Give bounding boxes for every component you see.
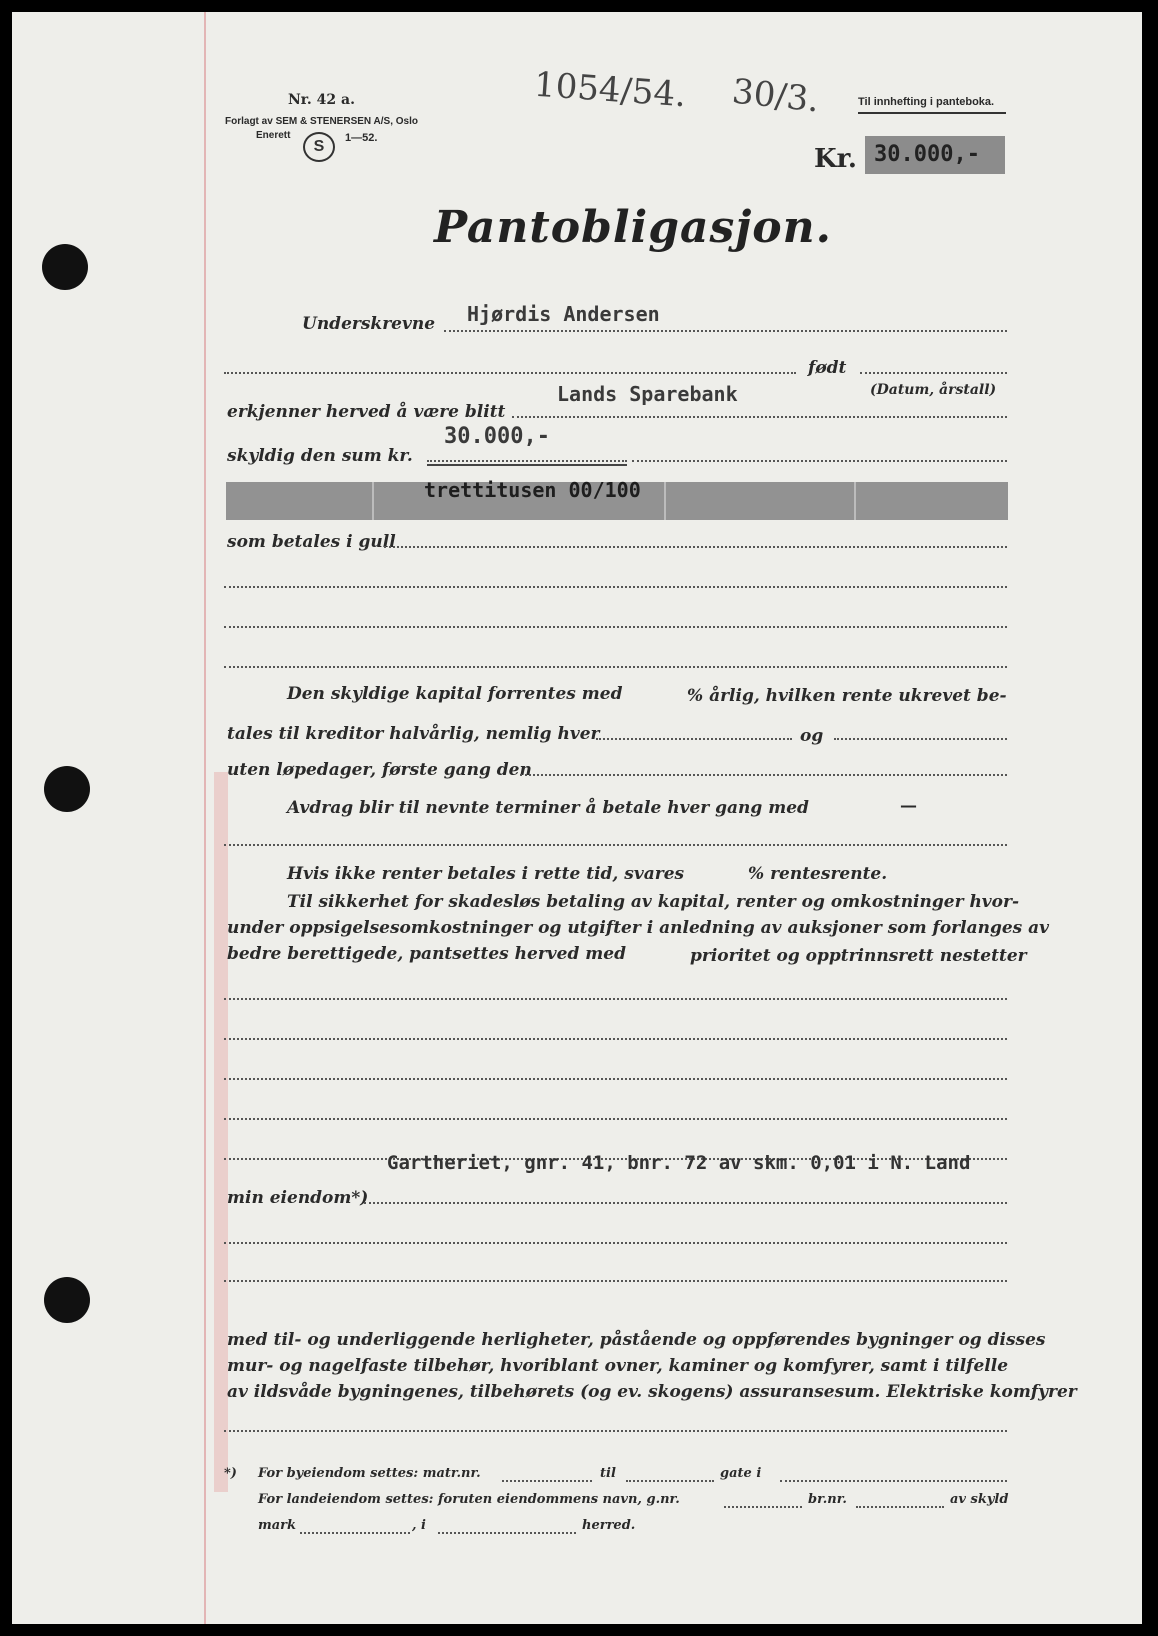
footnote-dots-1c xyxy=(780,1480,1007,1482)
property-label: min eiendom*) xyxy=(227,1188,369,1208)
footnote-1a: For byeiendom settes: matr.nr. xyxy=(258,1466,481,1481)
blank-line-1 xyxy=(224,586,1007,588)
footnote-marker: *) xyxy=(224,1466,237,1481)
footnote-dots-3a xyxy=(300,1532,410,1534)
gold-line xyxy=(384,546,1007,548)
footnote-3c: herred. xyxy=(582,1518,636,1533)
security-text-3a: bedre berettigede, pantsettes herved med xyxy=(227,944,626,964)
appurtenance-text-3: av ildsvåde bygningenes, tilbehørets (og ev. skogens) assuransesum. Elektriske komfyrer xyxy=(227,1382,1077,1402)
edition-label: 1—52. xyxy=(345,132,378,144)
interest-text-3: tales til kreditor halvårlig, nemlig hver xyxy=(227,724,600,744)
handwritten-reference: 1054/54. xyxy=(532,64,688,116)
sum-box-divider-1 xyxy=(372,482,374,520)
footnote-dots-2b xyxy=(856,1506,944,1508)
margin-rule xyxy=(204,12,206,1624)
sum-box-divider-2 xyxy=(664,482,666,520)
installment-text: Avdrag blir til nevnte terminer å betale hver gang med xyxy=(287,798,809,818)
footnote-dots-1a xyxy=(502,1480,592,1482)
sum-line xyxy=(427,460,627,462)
blank-line-2 xyxy=(224,626,1007,628)
sum-underline xyxy=(427,464,627,466)
interest-text-2: % årlig, hvilken rente ukrevet be- xyxy=(687,686,1007,706)
document-title: Pantobligasjon. xyxy=(434,202,832,253)
sum-label: skyldig den sum kr. xyxy=(227,446,413,466)
copyright-label: Enerett xyxy=(256,130,291,141)
interest-text-1: Den skyldige kapital forrentes med xyxy=(287,684,623,704)
born-hint: (Datum, årstall) xyxy=(870,382,997,398)
born-label: født xyxy=(808,358,847,378)
footnote-dots-2a xyxy=(724,1506,802,1508)
footnote-3b: , i xyxy=(412,1518,426,1533)
creditor-value: Lands Sparebank xyxy=(557,382,738,406)
creditor-line xyxy=(512,416,1007,418)
penalty-text-2: % rentesrente. xyxy=(748,864,888,884)
appurtenance-line xyxy=(224,1430,1007,1432)
installment-line xyxy=(224,844,1007,846)
address-line xyxy=(224,372,796,374)
footnote-1b: til xyxy=(600,1466,616,1481)
property-typed: Gartheriet, gnr. 41, bnr. 72 av skm. 0,01 i N. Land xyxy=(387,1152,971,1174)
property-line-2 xyxy=(224,1038,1007,1040)
sum-words: trettitusen 00/100 xyxy=(424,478,641,502)
margin-stain xyxy=(214,772,228,1492)
appurtenance-text-2: mur- og nagelfaste tilbehør, hvoriblant ovner, kaminer og komfyrer, samt i tilfelle xyxy=(227,1356,1009,1376)
property-line-6 xyxy=(364,1202,1007,1204)
property-line-8 xyxy=(224,1280,1007,1282)
footnote-2a: For landeiendom settes: foruten eiendommens navn, g.nr. xyxy=(258,1492,680,1507)
property-line-4 xyxy=(224,1118,1007,1120)
punch-hole-top xyxy=(42,244,88,290)
footnote-1c: gate i xyxy=(720,1466,762,1481)
installment-dash: — xyxy=(900,796,917,816)
filing-underline xyxy=(858,112,1006,114)
footnote-dots-1b xyxy=(626,1480,714,1482)
security-text-1: Til sikkerhet for skadesløs betaling av kapital, renter og omkostninger hvor- xyxy=(287,892,1020,912)
security-text-2: under oppsigelsesomkostninger og utgifter i anledning av auksjoner som forlanges av xyxy=(227,918,1050,938)
undersigned-value: Hjørdis Andersen xyxy=(467,302,660,326)
first-date-line xyxy=(520,774,1007,776)
form-number: Nr. 42 a. xyxy=(288,92,355,108)
footnote-2b: br.nr. xyxy=(808,1492,847,1507)
publisher-line: Forlagt av SEM & STENERSEN A/S, Oslo xyxy=(225,116,418,127)
punch-hole-middle xyxy=(44,766,90,812)
footnote-3a: mark xyxy=(258,1518,297,1533)
sum-box-divider-3 xyxy=(854,482,856,520)
property-line-1 xyxy=(224,998,1007,1000)
footnote-dots-3b xyxy=(438,1532,576,1534)
interest-og: og xyxy=(800,726,824,746)
sum-value: 30.000,- xyxy=(444,424,550,449)
blank-line-3 xyxy=(224,666,1007,668)
sum-line-rest xyxy=(632,460,1007,462)
property-line-3 xyxy=(224,1078,1007,1080)
security-text-3b: prioritet og opptrinnsrett nestetter xyxy=(690,946,1027,966)
kr-amount: 30.000,- xyxy=(874,142,980,167)
filing-note: Til innhefting i panteboka. xyxy=(858,96,995,108)
punch-hole-bottom xyxy=(44,1277,90,1323)
undersigned-line xyxy=(444,330,1007,332)
form-paper xyxy=(12,12,1142,1624)
interest-date-line-1 xyxy=(596,738,792,740)
acknowledge-label: erkjenner herved å være blitt xyxy=(227,402,506,422)
appurtenance-text-1: med til- og underliggende herligheter, påstående og oppførendes bygninger og disses xyxy=(227,1330,1046,1350)
born-line xyxy=(860,372,1007,374)
gold-label: som betales i gull xyxy=(227,532,396,552)
footnote-2c: av skyld xyxy=(950,1492,1009,1507)
property-line-7 xyxy=(224,1242,1007,1244)
handwritten-date: 30/3. xyxy=(730,71,822,121)
penalty-text-1: Hvis ikke renter betales i rette tid, svares xyxy=(287,864,685,884)
kr-label: Kr. xyxy=(814,144,857,174)
publisher-logo-icon: S xyxy=(303,132,335,162)
interest-date-line-2 xyxy=(834,738,1007,740)
interest-text-4: uten løpedager, første gang den xyxy=(227,760,532,780)
undersigned-label: Underskrevne xyxy=(302,314,436,334)
